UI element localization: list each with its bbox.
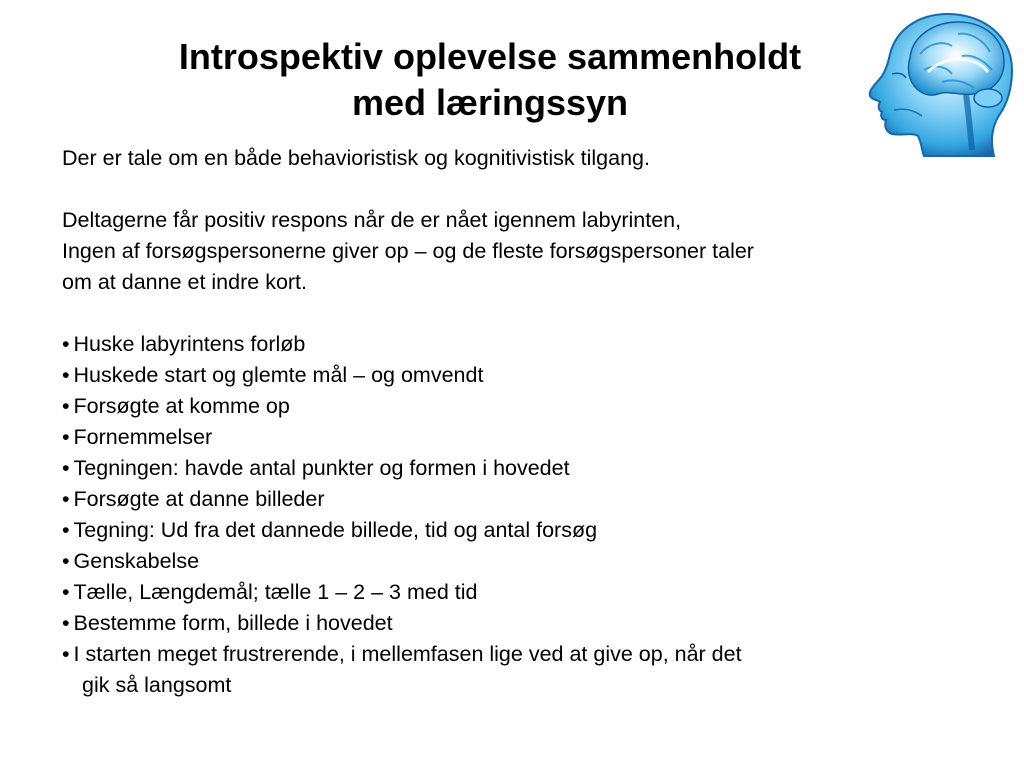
bullet-item (62, 639, 942, 701)
bullet-continuation: gik så langsomt (82, 673, 232, 697)
bullet-text: Tælle, Længdemål; tælle 1 – 2 – 3 med tid (73, 580, 478, 604)
bullet-item (62, 515, 942, 546)
slide-body (62, 143, 942, 701)
bullet-text: Huske labyrintens forløb (73, 332, 306, 356)
bullet-text: Genskabelse (73, 549, 200, 573)
bullet-text: Bestemme form, billede i hovedet (73, 611, 393, 635)
brain-head-icon (862, 10, 1018, 158)
bullet-item (62, 329, 942, 360)
paragraph-line-3: om at danne et indre kort. (62, 270, 308, 294)
intro-text: Der er tale om en både behavioristisk og kognitivistisk tilgang. (62, 146, 650, 170)
bullet-icon: • (62, 549, 70, 573)
bullet-text: Huskede start og glemte mål – og omvendt (73, 363, 484, 387)
bullet-icon: • (62, 611, 70, 635)
title-line-1: Introspektiv oplevelse sammenholdt (178, 36, 802, 77)
bullet-item (62, 360, 942, 391)
bullet-item (62, 391, 942, 422)
bullet-icon: • (62, 394, 70, 418)
bullet-text: Forsøgte at danne billeder (73, 487, 325, 511)
bullet-text: Tegningen: havde antal punkter og formen i hovedet (73, 456, 570, 480)
bullet-item (62, 422, 942, 453)
bullet-item (62, 546, 942, 577)
bullet-icon: • (62, 580, 70, 604)
spacer (62, 174, 942, 205)
bullet-text: Forsøgte at komme op (73, 394, 290, 418)
bullet-item (62, 453, 942, 484)
bullet-text: Fornemmelser (73, 425, 213, 449)
bullet-item (62, 577, 942, 608)
bullet-icon: • (62, 642, 70, 666)
slide-title (60, 34, 920, 126)
bullet-icon: • (62, 518, 70, 542)
bullet-list (62, 329, 942, 701)
paragraph-line-2: Ingen af forsøgspersonerne giver op – og de fleste forsøgspersoner taler (62, 239, 754, 263)
bullet-icon: • (62, 487, 70, 511)
spacer (62, 298, 942, 329)
bullet-text: Tegning: Ud fra det dannede billede, tid og antal forsøg (73, 518, 598, 542)
bullet-text: I starten meget frustrerende, i mellemfasen lige ved at give op, når det (73, 642, 742, 666)
bullet-icon: • (62, 456, 70, 480)
bullet-item (62, 608, 942, 639)
bullet-icon: • (62, 332, 70, 356)
bullet-icon: • (62, 363, 70, 387)
title-line-2: med læringssyn (351, 82, 629, 123)
bullet-item (62, 484, 942, 515)
paragraph-line-1: Deltagerne får positiv respons når de er nået igennem labyrinten, (62, 208, 682, 232)
bullet-icon: • (62, 425, 70, 449)
